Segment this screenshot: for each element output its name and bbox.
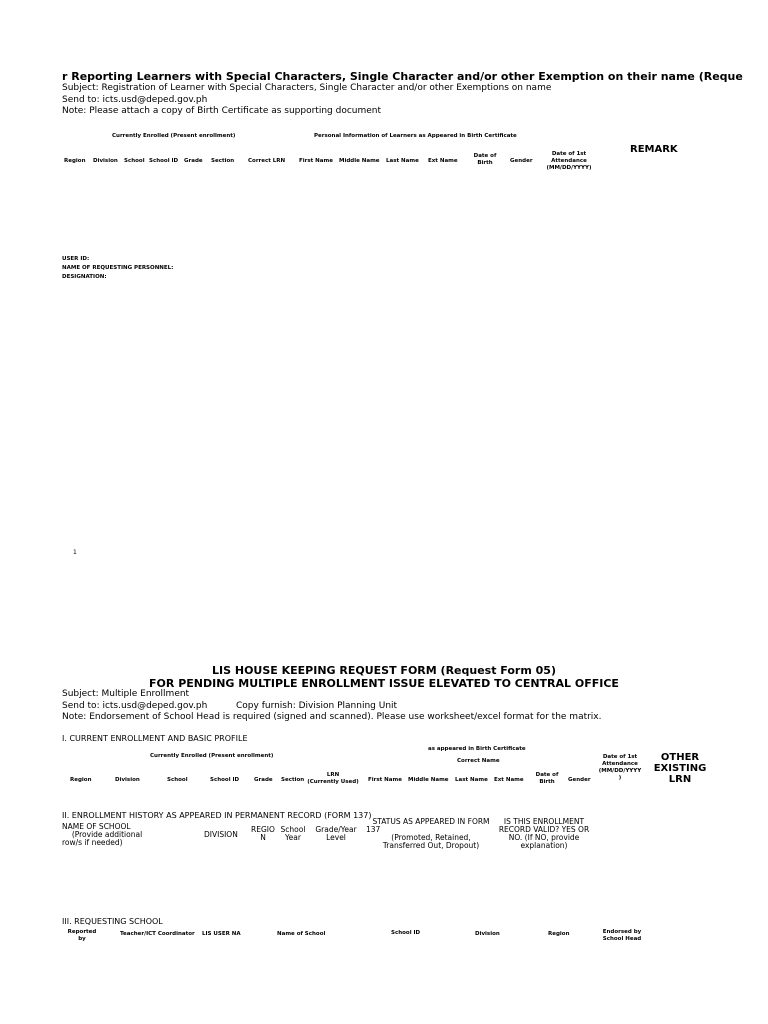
section1-col-region: Region (70, 777, 92, 783)
form2-note: Note: Endorsement of School Head is required (signed and scanned). Please use worksheet/excel format for the matrix. (62, 712, 602, 722)
form1-col-division: Division (93, 158, 118, 164)
form1-col-middle-name: Middle Name (339, 158, 380, 164)
section3-col-school-name: Name of School (277, 931, 326, 937)
section1-col-gender: Gender (568, 777, 591, 783)
form1-note: Note: Please attach a copy of Birth Certificate as supporting document (62, 106, 382, 116)
form2-copy-furnish: Copy furnish: Division Planning Unit (236, 701, 398, 711)
form1-title: r Reporting Learners with Special Characters, Single Character and/or other Exemption on their name (Reque (62, 70, 743, 83)
form1-col-remark: REMARK (630, 144, 678, 155)
section1-col-section: Section (281, 777, 305, 783)
section1-title: I. CURRENT ENROLLMENT AND BASIC PROFILE (62, 734, 248, 743)
section2-col-grade-level: Grade/Year Level (315, 825, 357, 842)
section3-col-lis-user: LIS USER NA (202, 931, 241, 937)
section1-group-correct-name: Correct Name (457, 758, 500, 764)
section1-group-birth: as appeared in Birth Certificate (428, 746, 526, 752)
form1-user-id: USER ID: (62, 256, 90, 262)
section2-col-region: REGIO N (251, 825, 275, 842)
section2-col-school-year: School Year (280, 825, 306, 842)
section2-col-record-valid: IS THIS ENROLLMENT RECORD VALID? YES OR NO. (If NO, provide explanation) (498, 818, 590, 850)
section2-col-division: DIVISION (204, 830, 238, 839)
section1-col-school: School (167, 777, 188, 783)
section1-col-first-name: First Name (368, 777, 402, 783)
form2-subtitle: FOR PENDING MULTIPLE ENROLLMENT ISSUE ELEVATED TO CENTRAL OFFICE (149, 677, 619, 690)
section1-col-first-attendance: Date of 1st Attendance (MM/DD/YYYY ) (598, 754, 642, 781)
form1-designation: DESIGNATION: (62, 274, 107, 280)
section3-col-school-id: School ID (391, 930, 421, 936)
form1-col-dob: Date of Birth (473, 153, 497, 166)
form1-col-first-attendance: Date of 1st Attendance (MM/DD/YYYY) (546, 151, 592, 171)
form1-send-to: Send to: icts.usd@deped.gov.ph (62, 95, 208, 105)
form1-col-last-name: Last Name (386, 158, 419, 164)
section2-title: II. ENROLLMENT HISTORY AS APPEARED IN PERMANENT RECORD (FORM 137) (62, 811, 372, 820)
section3-col-teacher: Teacher/ICT Coordinator (120, 931, 195, 937)
form1-col-section: Section (211, 158, 235, 164)
section3-col-region: Region (548, 931, 570, 937)
section3-col-endorsed: Endorsed by School Head (602, 929, 642, 942)
form2-subject: Subject: Multiple Enrollment (62, 689, 190, 699)
form1-col-gender: Gender (510, 158, 533, 164)
form1-group-current: Currently Enrolled (Present enrollment) (112, 133, 236, 139)
form1-subject: Subject: Registration of Learner with Special Characters, Single Character and/or other Exemptions on name (62, 83, 552, 93)
section2-col-status: STATUS AS APPEARED IN FORM 137 (Promoted, Retained, Transferred Out, Dropout) (366, 818, 490, 850)
form2-send-to: Send to: icts.usd@deped.gov.ph (62, 701, 208, 711)
section1-group-current: Currently Enrolled (Present enrollment) (150, 753, 274, 759)
section2-col-school: NAME OF SCHOOL (Provide additional row/s if needed) (62, 822, 143, 847)
form1-col-school-id: School ID (149, 158, 179, 164)
section1-col-dob: Date of Birth (535, 772, 559, 785)
section1-col-division: Division (115, 777, 140, 783)
section1-col-middle-name: Middle Name (408, 777, 449, 783)
section1-col-grade: Grade (254, 777, 273, 783)
form2-title: LIS HOUSE KEEPING REQUEST FORM (Request Form 05) (212, 664, 556, 677)
section1-col-last-name: Last Name (455, 777, 488, 783)
form1-col-region: Region (64, 158, 86, 164)
section3-col-division: Division (475, 931, 500, 937)
form1-col-ext-name: Ext Name (428, 158, 458, 164)
section3-col-reported-by: Reported by (67, 929, 97, 942)
form1-col-first-name: First Name (299, 158, 333, 164)
section1-col-other-lrn: OTHER EXISTING LRN (653, 752, 707, 785)
section1-col-ext-name: Ext Name (494, 777, 524, 783)
form1-col-school: School (124, 158, 145, 164)
section1-col-school-id: School ID (210, 777, 240, 783)
form1-col-grade: Grade (184, 158, 203, 164)
page-number: 1 (73, 549, 77, 556)
form1-requesting-personnel: NAME OF REQUESTING PERSONNEL: (62, 265, 174, 271)
form1-group-personal: Personal Information of Learners as Appeared in Birth Certificate (314, 133, 517, 139)
section3-title: III. REQUESTING SCHOOL (62, 917, 163, 926)
form1-col-correct-lrn: Correct LRN (248, 158, 286, 164)
section1-col-lrn: LRN (Currently Used) (307, 772, 359, 785)
